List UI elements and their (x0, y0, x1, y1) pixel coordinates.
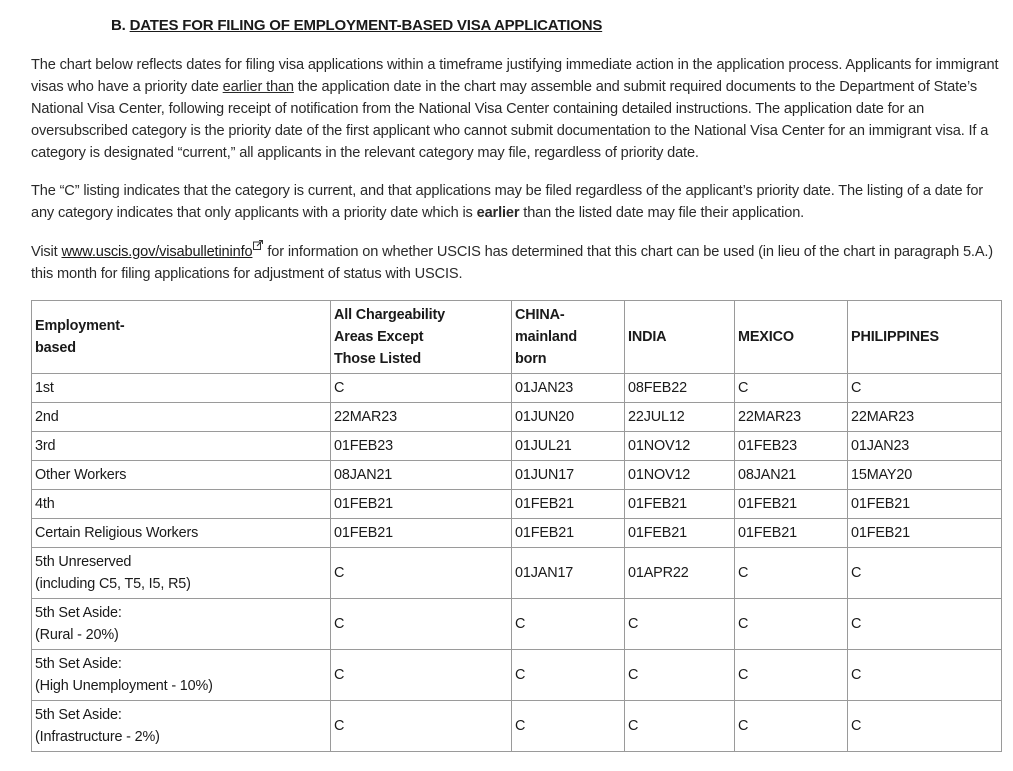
date-cell: C (331, 548, 512, 599)
date-cell: 01FEB21 (848, 519, 1002, 548)
date-cell: 01FEB21 (735, 519, 848, 548)
category-cell (32, 490, 331, 519)
intro-text-end: the application date in the chart may assemble and submit required documents to the Department of State’s National Visa Center, following receipt of notification from the National Visa Center containing detailed instructions. The application date for an oversubscribed category is the priority date of the first applicant who cannot submit documentation to the National Visa Center for an immigrant visa. If a category is designated “current,” all applicants in the relevant category may file, regardless of priority date. (31, 79, 989, 161)
date-cell: C (625, 599, 735, 650)
category-cell (32, 519, 331, 548)
date-cell: 01JUN20 (512, 403, 625, 432)
column-header-line: PHILIPPINES (851, 329, 939, 345)
date-cell: 08FEB22 (625, 374, 735, 403)
date-cell: 01FEB21 (512, 490, 625, 519)
date-cell: 15MAY20 (848, 461, 1002, 490)
date-cell: C (848, 374, 1002, 403)
date-cell: C (848, 599, 1002, 650)
category-line: 5th Set Aside: (35, 605, 122, 621)
filing-dates-table (31, 300, 1002, 752)
date-cell: 01NOV12 (625, 461, 735, 490)
column-header-line: mainland (515, 329, 577, 345)
intro-paragraph (31, 54, 1003, 164)
table-row (32, 650, 1002, 701)
intro-text-start: The chart below reflects dates for filing visa applications within a timeframe justifying immediate action in the application process. Applicants for immigrant visas who have a priority date (31, 57, 999, 95)
earlier-emphasis: earlier (476, 205, 520, 221)
date-cell: C (848, 701, 1002, 752)
date-cell: 01JUN17 (512, 461, 625, 490)
column-header (625, 301, 735, 374)
date-cell: C (512, 650, 625, 701)
date-cell: C (848, 650, 1002, 701)
date-cell: C (735, 374, 848, 403)
category-cell (32, 599, 331, 650)
category-line: Certain Religious Workers (35, 525, 199, 541)
column-header-line: Areas Except (334, 329, 424, 345)
category-line: (High Unemployment - 10%) (35, 678, 213, 694)
category-cell (32, 548, 331, 599)
date-cell: C (625, 701, 735, 752)
category-line: 3rd (35, 438, 56, 454)
category-line: (including C5, T5, I5, R5) (35, 576, 191, 592)
column-header (512, 301, 625, 374)
category-cell (32, 432, 331, 461)
category-line: Other Workers (35, 467, 127, 483)
date-cell: C (735, 599, 848, 650)
column-header-line: CHINA- (515, 307, 565, 323)
category-line: (Infrastructure - 2%) (35, 729, 160, 745)
column-header-line: Employment- (35, 318, 125, 334)
column-header-line: born (515, 351, 547, 367)
column-header (32, 301, 331, 374)
category-cell (32, 403, 331, 432)
date-cell: 01APR22 (625, 548, 735, 599)
table-row (32, 432, 1002, 461)
section-letter: B. (111, 17, 126, 34)
date-cell: C (735, 650, 848, 701)
table-row (32, 490, 1002, 519)
date-cell: 01FEB21 (848, 490, 1002, 519)
column-header-line: based (35, 340, 76, 356)
column-header (848, 301, 1002, 374)
column-header-line: INDIA (628, 329, 667, 345)
column-header-line: MEXICO (738, 329, 794, 345)
date-cell: 22MAR23 (331, 403, 512, 432)
category-line: 5th Set Aside: (35, 707, 122, 723)
table-row (32, 701, 1002, 752)
date-cell: 01NOV12 (625, 432, 735, 461)
external-link-icon (253, 240, 263, 250)
current-text-start: The “C” listing indicates that the category is current, and that applications may be filed regardless of the applicant’s priority date. The listing of a date for any category indicates that only applicants with a priority date which is (31, 183, 983, 221)
date-cell: 01FEB21 (331, 519, 512, 548)
category-cell (32, 461, 331, 490)
date-cell: 01JAN23 (512, 374, 625, 403)
table-row (32, 403, 1002, 432)
uscis-paragraph (31, 240, 1003, 285)
uscis-suffix: for information on whether USCIS has determined that this chart can be used (in lieu of the chart in paragraph 5.A.) this month for filing applications for adjustment of status with USCIS. (31, 244, 994, 282)
uscis-link[interactable]: www.uscis.gov/visabulletininfo (61, 244, 253, 260)
date-cell: C (331, 374, 512, 403)
date-cell: C (331, 650, 512, 701)
column-header (331, 301, 512, 374)
column-header-line: Those Listed (334, 351, 421, 367)
table-header-row (32, 301, 1002, 374)
category-line: 2nd (35, 409, 59, 425)
date-cell: 08JAN21 (331, 461, 512, 490)
table-row (32, 599, 1002, 650)
section-title: DATES FOR FILING OF EMPLOYMENT-BASED VISA APPLICATIONS (129, 17, 603, 34)
table-row (32, 374, 1002, 403)
date-cell: 01FEB21 (735, 490, 848, 519)
date-cell: 08JAN21 (735, 461, 848, 490)
date-cell: 01FEB21 (331, 490, 512, 519)
date-cell: C (512, 599, 625, 650)
date-cell: C (331, 599, 512, 650)
date-cell: 01FEB21 (625, 490, 735, 519)
date-cell: C (735, 701, 848, 752)
date-cell: 01FEB21 (512, 519, 625, 548)
date-cell: C (848, 548, 1002, 599)
date-cell: 22MAR23 (848, 403, 1002, 432)
date-cell: 01JAN17 (512, 548, 625, 599)
category-line: 5th Set Aside: (35, 656, 122, 672)
date-cell: C (512, 701, 625, 752)
table-row (32, 519, 1002, 548)
category-cell (32, 650, 331, 701)
table-row (32, 461, 1002, 490)
column-header (735, 301, 848, 374)
table-body (32, 374, 1002, 752)
column-header-line: All Chargeability (334, 307, 446, 323)
date-cell: C (735, 548, 848, 599)
date-cell: 22JUL12 (625, 403, 735, 432)
date-cell: 22MAR23 (735, 403, 848, 432)
current-text-end: than the listed date may file their application. (519, 205, 805, 221)
date-cell: 01FEB21 (625, 519, 735, 548)
category-line: 5th Unreserved (35, 554, 132, 570)
current-listing-paragraph (31, 180, 1003, 224)
date-cell: C (331, 701, 512, 752)
earlier-than-emphasis: earlier than (222, 79, 294, 95)
date-cell: 01JAN23 (848, 432, 1002, 461)
date-cell: C (625, 650, 735, 701)
category-line: 1st (35, 380, 54, 396)
table-row (32, 548, 1002, 599)
category-line: 4th (35, 496, 55, 512)
date-cell: 01JUL21 (512, 432, 625, 461)
category-cell (32, 374, 331, 403)
date-cell: 01FEB23 (331, 432, 512, 461)
section-heading (111, 17, 602, 34)
date-cell: 01FEB23 (735, 432, 848, 461)
visit-prefix: Visit (31, 244, 62, 260)
category-cell (32, 701, 331, 752)
category-line: (Rural - 20%) (35, 627, 119, 643)
